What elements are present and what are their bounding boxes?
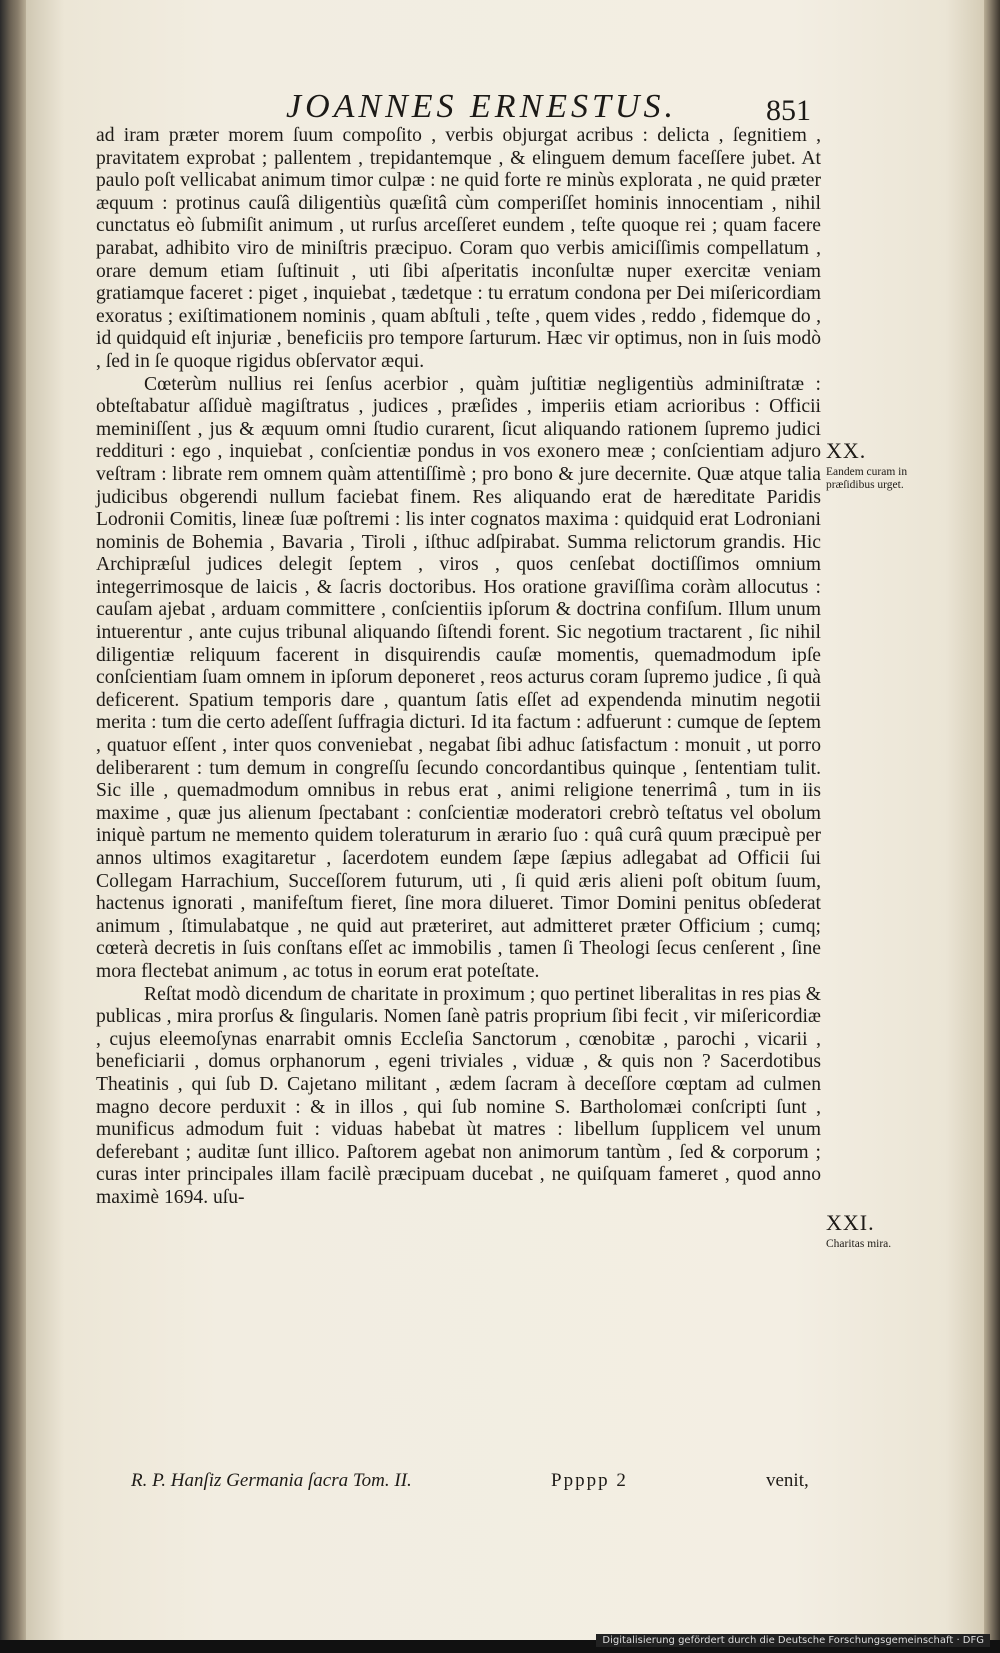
- margin-note-xx: [826, 438, 916, 492]
- running-head: JOANNES ERNESTUS.: [286, 88, 677, 125]
- book-page: [26, 0, 984, 1640]
- margin-note-xxi: [826, 1210, 916, 1251]
- margin-note-number: XX.: [826, 438, 867, 463]
- body-text: [96, 125, 821, 1210]
- page-edge: [984, 0, 1000, 1640]
- page-number: 851: [766, 94, 811, 127]
- margin-note-text: Eandem curam in præſidibus urget.: [826, 466, 908, 491]
- paragraph-2: Cœterùm nullius rei ſenſus acerbior , quàm juſtitiæ negligentiùs adminiſtratæ : obteſtabatur aſſiduè magiſtratus , judices , præſides , imperiis etiam acrioribus : Officii meminiſſent , jus & æquum omni ſtudio curarent, ſicut aliquando rationem ſupremo judici reddituri : ego , inquiebat , conſcientiæ pondus in vos exonero meæ ; conſcientiam adjuro veſtram : librate rem omnem quàm attentiſſimè ; pro bono & jure decernite. Quæ atque talia judicibus obgerendi nullum faciebat finem. Res aliquando erat de hæreditate Paridis Lodronii Comitis, lineæ ſuæ poſtremi : lis inter cognatos maxima : quidquid erat Lodroniani nominis de Bohemia , Bavaria , Tiroli , iſthuc adſpirabat. Summa relictorum grandis. Hic Archipræſul judices delegit ſeptem , viros , quos cenſebat doctiſſimos omnium integerrimosque de laicis , & ſacris doctoribus. Hos oratione graviſſima coràm allocutus : cauſam ajebat , arduam committere , conſcientiis ipſorum & doctrina confiſum. Illum unum intuerentur , ante cujus tribunal aliquando ſiſtendi forent. Sic negotium tractarent , ſic nihil diligentiæ reliquum facerent in disquirendis cauſæ momentis, quemadmodum ipſe conſcientiam ſuam omnem in ipſorum deponeret , reos acturus coram ſupremo judice , ſi quà deficerent. Spatium temporis dare , quantum ſatis eſſet ad expendenda minutim negotii merita : tum die certo adeſſent ſuffragia dicturi. Id ita factum : adfuerunt : cumque de ſeptem , quatuor eſſent , inter quos conveniebat , negabat ſibi adhuc ſatisfactum : monuit , ut porro deliberarent : tum demum in congreſſu ſecundo concordantibus quinque , ſententiam tulit. Sic ille , quemadmodum omnibus in rebus erat , animi religione tenerrimâ , tum in iis maxime , quæ jus alienum ſpectabant : conſcientiæ moderatori crebrò teſtatus vel obolum iniquè partum ne memento quidem toleraturum in ærario ſuo : quâ curâ quum præcipuè per annos ultimos exagitaretur , ſacerdotem eundem ſæpe ſæpius adlegabat ad Officii ſui Collegam Harrachium, Succeſſorem futurum, uti , ſi quid æris alieni poſt obitum ſuum, hactenus ignorati , manifeſtum fieret, ſine mora dilueret. Timor Domini penitus obſederat animum , ſtimulabatque , ne quid aut præteriret, aut admitteret præter Officium ; cumq; cœterà decretis in ſuis conſtans eſſet ac immobilis , tamen ſi Theologi ſecus cenſerent , ſine mora flectebat animum , ac totus in eorum erat poteſtate.: [96, 373, 821, 982]
- catchword: venit,: [766, 1470, 809, 1491]
- margin-note-text: Charitas mira.: [826, 1238, 892, 1250]
- signature-mark: Ppppp 2: [551, 1470, 628, 1491]
- margin-note-number: XXI.: [826, 1210, 875, 1235]
- paragraph-3: Reſtat modò dicendum de charitate in proximum ; quo pertinet liberalitas in res pias & publicas , mira prorſus & ſingularis. Nomen ſanè patris proprium ſibi fecit , vir miſericordiæ , cujus eleemoſynas enarrabit omnis Eccleſia Sanctorum , cœnobitæ , parochi , vicarii , beneficiarii , domus orphanorum , egeni triviales , viduæ , & quis non ? Sacerdotibus Theatinis , qui ſub D. Cajetano militant , ædem ſacram à deceſſore cœptam ad culmen magno decore perduxit : & in illos , qui ſub nomine S. Bartholomæi conſcripti ſunt , munificus admodum fuit : viduas habebat ùt matres : libellum ſupplicem vel unum deferebant ; auditæ ſunt illico. Paſtorem agebat non animorum tantùm , ſed & corporum ; curas inter principales illam facilè præcipuam ducebat , ne quiſquam fameret , quod anno maximè 1694. uſu-: [96, 983, 821, 1208]
- paragraph-1: ad iram præter morem ſuum compoſito , verbis objurgat acribus : delicta , ſegnitiem , pravitatem exprobat ; pallentem , trepidantemque , & elinguem demum faceſſere jubet. At paulo poſt vellicabat animum timor culpæ : ne quid forte re minùs explorata , ne quid præter æquum : protinus cauſâ diligentiùs quæſitâ cùm comperiſſet hominis innocentiam , nihil cunctatus eò ſubmiſit animum , ut rurſus arceſſeret eundem , teſte quoque rei ; quam facere parabat, adhibito viro de miniſtris præcipuo. Coram quo verbis amiciſſimis compellatum , orare demum etiam ſuſtinuit , uti ſibi aſperitatis inconſultæ nuper exercitæ veniam gratiamque faceret : piget , inquiebat , tædetque : tu erratum condona per Dei miſericordiam exoratus ; exiſtimationem nominis , quam abſtuli , teſte , quem vides , reddo , fidemque do , id quidquid eſt injuriæ , beneficiis pro tempore ſarturum. Hæc vir optimus, non in ſuis modò , ſed in ſe quoque rigidus obſervator æqui.: [96, 125, 821, 372]
- footer-reference: R. P. Hanſiz Germania ſacra Tom. II.: [131, 1470, 412, 1491]
- book-spine: [0, 0, 26, 1653]
- digitization-credit: Digitalisierung gefördert durch die Deutsche Forschungsgemeinschaft · DFG: [596, 1634, 990, 1647]
